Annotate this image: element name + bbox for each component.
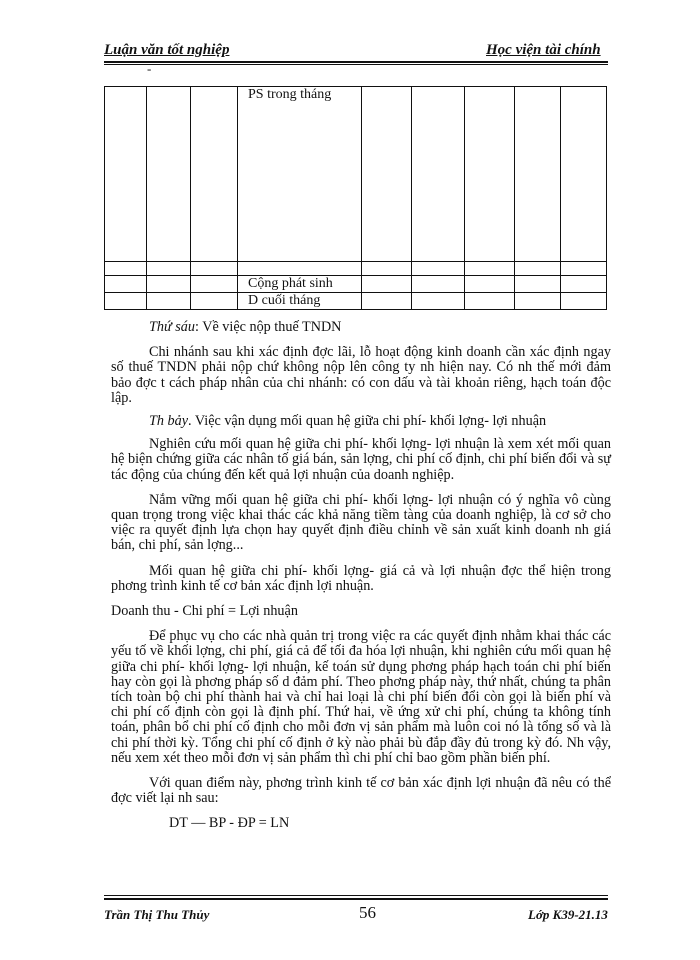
footer-class: Lớp K39-21.13 <box>528 907 608 922</box>
paragraph: Với quan điểm này, phơng trình kinh tế cơ bản xác định lợi nhuận đã nêu có thể đợc viết lại nh sau: <box>111 775 611 807</box>
header-rule <box>104 61 608 63</box>
header-rule-thin <box>104 64 608 65</box>
header-institution: Học viện tài chính <box>486 42 601 58</box>
paragraph: Nắm vững mối quan hệ giữa chi phí- khối lợng- lợi nhuận có ý nghĩa vô cùng quan trọng trong việc khai thác các khả năng tiềm tàng của doanh nghiệp, là cơ sở cho việc ra quyết định lựa chọn hay quyết định điều chỉnh về sản xuất kinh doanh nh giá bán, chi phí, sản lợng... <box>111 491 611 554</box>
header-dash: - <box>147 61 152 76</box>
paragraph: Nghiên cứu mối quan hệ giữa chi phí- khối lợng- lợi nhuận là xem xét mối quan hệ biện chứng giữa các nhân tố giá bán, sản lợng, chi phí cố định, chi phí biến đổi và sự tác động của chúng đến kết quả lợi nhuận của doanh nghiệp. <box>111 436 611 483</box>
formula: DT — BP - ĐP = LN <box>169 815 290 832</box>
paragraph: Chi nhánh sau khi xác định đợc lãi, lỗ hoạt động kinh doanh cần xác định ngay số thuế TNDN phải nộp chứ không nộp lên công ty nh hiện nay. Có nh thế mới đảm bảo đợc t cách pháp nhân của chi nhánh: có con dấu và tài khoản riêng, hạch toán độc lập. <box>111 344 611 406</box>
footer-rule-thin <box>104 895 608 896</box>
ledger-table <box>104 86 607 310</box>
heading-rest: . Việc vận dụng mối quan hệ giữa chi phí- khối lợng- lợi nhuận <box>188 413 547 430</box>
table-row <box>105 293 607 310</box>
row-label-ps-trong-thang: PS trong tháng <box>238 87 362 262</box>
equation-line: Doanh thu - Chi phí = Lợi nhuận <box>111 603 298 620</box>
heading-lead: Thứ sáu <box>149 319 195 335</box>
row-label-du-cuoi-thang: D cuối tháng <box>238 293 362 310</box>
table-row <box>105 87 607 262</box>
table-row <box>105 262 607 276</box>
section-heading-thu-sau <box>111 320 611 335</box>
row-label-empty <box>238 262 362 276</box>
footer-author: Trần Thị Thu Thủy <box>104 907 210 922</box>
paragraph: Mối quan hệ giữa chi phí- khối lợng- giá cả và lợi nhuận đợc thể hiện trong phơng trình kinh tế cơ bản xác định lợi nhuận. <box>111 562 611 594</box>
paragraph: Để phục vụ cho các nhà quản trị trong việc ra các quyết định nhằm khai thác các yếu tố về khối lợng, chi phí, giá cả để tối đa hóa lợi nhuận, khi nghiên cứu mối quan hệ giữa chi phí- khối lợng- lợi nhuận, kế toán sử dụng phơng pháp hạch toán chi phí biến hay còn gọi là phơng pháp số d đảm phí. Theo phơng pháp này, thứ nhất, chúng ta phân tích toàn bộ chi phí thành hai và chỉ hai loại là chi phí biến đổi còn gọi là biến phí và chi phí cố định còn gọi là định phí. Thứ hai, về ứng xử chi phí, chúng ta không tính toán, phân bổ chi phí cố định cho mỗi đơn vị sản phẩm mà luôn coi nó là tổng số và là chi phí thời kỳ. Tổng chi phí cố định ở kỳ nào phải bù đắp đầy đủ trong kỳ đó. Nh vậy, nếu xem xét theo mỗi đơn vị sản phẩm thì chi phí chỉ bao gồm phần biến phí. <box>111 628 611 766</box>
header-thesis-title: Luận văn tốt nghiệp <box>104 42 230 58</box>
row-label-cong-phat-sinh: Cộng phát sinh <box>238 276 362 293</box>
section-heading-thu-bay <box>111 414 611 429</box>
table-row <box>105 276 607 293</box>
page-number: 56 <box>359 903 376 922</box>
footer-rule <box>104 898 608 900</box>
body-text <box>111 320 611 832</box>
heading-lead: Th bảy <box>149 413 189 430</box>
heading-rest: : Về việc nộp thuế TNDN <box>194 319 342 335</box>
